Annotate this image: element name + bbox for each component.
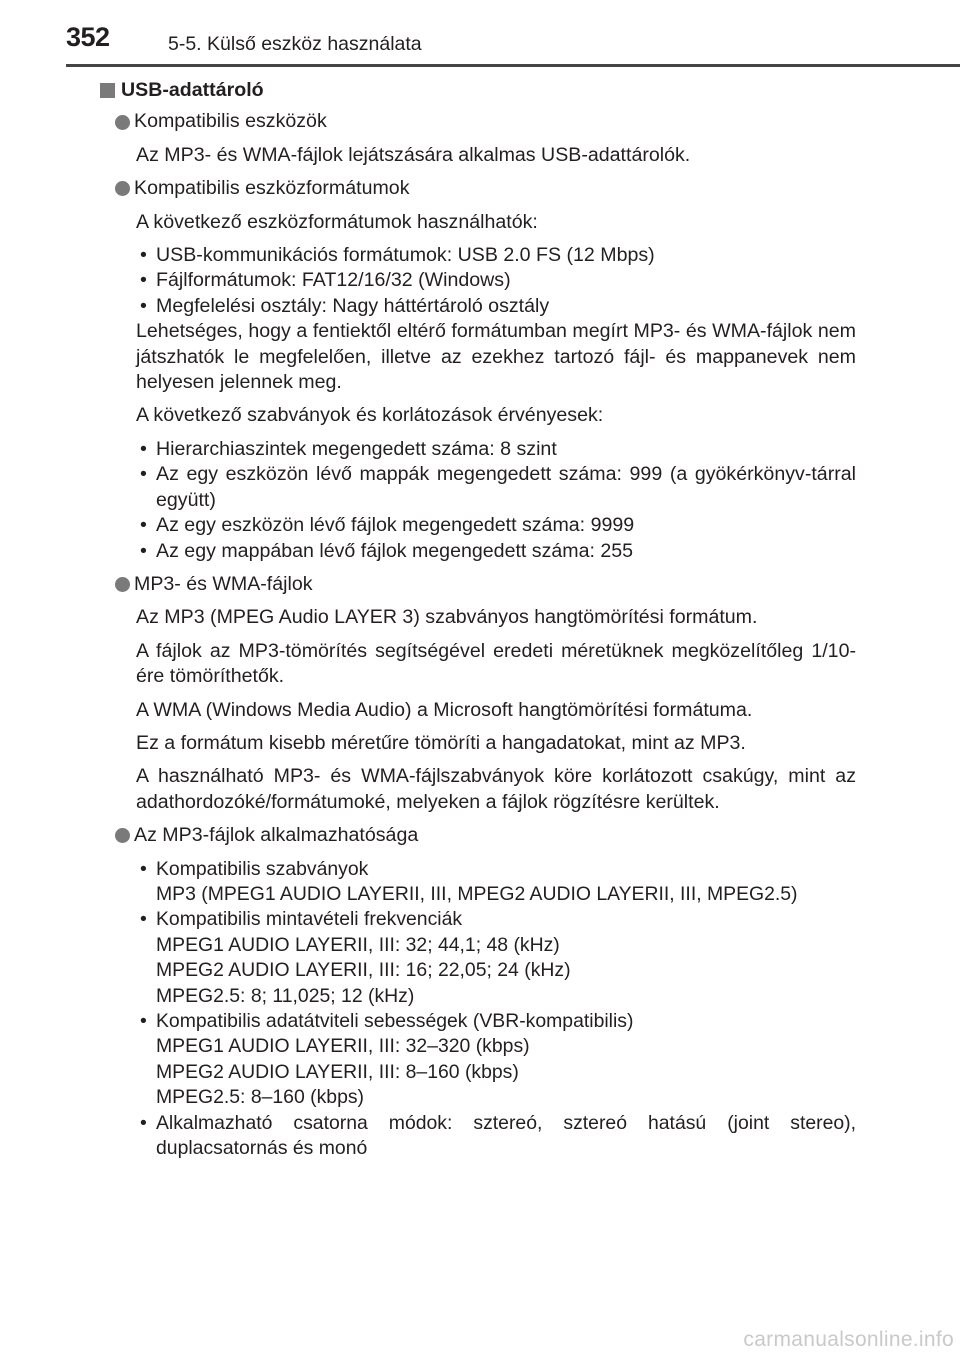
applicability-list xyxy=(136,857,856,1162)
paragraph: Az MP3- és WMA-fájlok lejátszására alkalmas USB-adattárolók. xyxy=(136,143,691,166)
paragraph: Lehetséges, hogy a fentiektől eltérő formátumban megírt MP3- és WMA-fájlok nem játszhatók le megfelelően, illetve az ezekhez tartozó fájl- és mappanevek nem helyesen jelennek meg. xyxy=(136,320,856,394)
list-item xyxy=(136,857,856,908)
paragraph: Ez a formátum kisebb méretűre tömöríti a hangadatokat, mint az MP3. xyxy=(136,731,746,754)
limits-list xyxy=(136,437,856,564)
list-item xyxy=(136,513,856,538)
list-item-text: Fájlformátumok: FAT12/16/32 (Windows) xyxy=(156,269,511,292)
header-section-title: 5-5. Külső eszköz használata xyxy=(168,33,422,55)
subheading-mp3-wma xyxy=(115,572,856,597)
bullet-dot-icon: • xyxy=(140,857,147,880)
bullet-dot-icon: • xyxy=(140,514,147,537)
paragraph: A következő szabványok és korlátozások érvényesek: xyxy=(136,404,604,427)
list-item-label: Kompatibilis adatátviteli sebességek (VBR-kompatibilis) xyxy=(156,1010,634,1032)
bullet-dot-icon: • xyxy=(140,269,147,292)
subheading-label: Az MP3-fájlok alkalmazhatósága xyxy=(134,824,419,847)
subheading-compat-formats xyxy=(115,176,856,201)
list-item-detail: MPEG2 AUDIO LAYERII, III: 8–160 (kbps) xyxy=(156,1060,519,1083)
bullet-dot-icon: • xyxy=(140,1111,147,1134)
list-item-detail: MPEG2.5: 8; 11,025; 12 (kHz) xyxy=(156,984,415,1007)
subheading-mp3-applicability xyxy=(115,823,856,848)
list-item-label: Alkalmazható csatorna módok: sztereó, sztereó hatású (joint stereo), duplacsatornás és monó xyxy=(156,1111,856,1160)
list-item-detail: MPEG1 AUDIO LAYERII, III: 32–320 (kbps) xyxy=(156,1035,530,1058)
list-item xyxy=(136,268,856,293)
list-item-text: USB-kommunikációs formátumok: USB 2.0 FS (12 Mbps) xyxy=(156,244,655,267)
bullet-dot-icon: • xyxy=(140,463,147,486)
list-item-text: Hierarchiaszintek megengedett száma: 8 szint xyxy=(156,437,557,460)
list-item-text: Az egy eszközön lévő mappák megengedett száma: 999 (a gyökérkönyv-tárral együtt) xyxy=(156,463,856,511)
bullet-dot-icon: • xyxy=(140,539,147,562)
header-rule xyxy=(66,64,960,67)
circle-bullet-icon xyxy=(115,181,130,196)
list-item xyxy=(136,243,856,268)
list-item-label: Kompatibilis szabványok xyxy=(156,857,369,880)
subheading-compat-devices xyxy=(115,109,856,134)
paragraph: A következő eszközformátumok használhatók: xyxy=(136,210,538,233)
list-item-detail: MPEG2 AUDIO LAYERII, III: 16; 22,05; 24 (kHz) xyxy=(156,959,571,982)
section-heading xyxy=(96,78,856,103)
watermark: carmanualsonline.info xyxy=(743,1328,954,1351)
bullet-dot-icon: • xyxy=(140,294,147,317)
bullet-dot-icon: • xyxy=(140,244,147,267)
square-bullet-icon xyxy=(100,83,115,98)
paragraph: A fájlok az MP3-tömörítés segítségével eredeti méretüknek megközelítőleg 1/10-ére tömöríthetők. xyxy=(136,639,856,688)
list-item xyxy=(136,1009,856,1111)
list-item xyxy=(136,907,856,1009)
paragraph: Az MP3 (MPEG Audio LAYER 3) szabványos hangtömörítési formátum. xyxy=(136,606,758,629)
bullet-dot-icon: • xyxy=(140,437,147,460)
format-list xyxy=(136,243,856,319)
list-item xyxy=(136,294,856,319)
list-item-text: Az egy eszközön lévő fájlok megengedett száma: 9999 xyxy=(156,514,635,537)
list-item-label: Kompatibilis mintavételi frekvenciák xyxy=(156,908,463,931)
list-item xyxy=(136,437,856,462)
page-content xyxy=(96,78,856,1169)
subheading-label: Kompatibilis eszközök xyxy=(134,110,327,133)
circle-bullet-icon xyxy=(115,577,130,592)
list-item xyxy=(136,1111,856,1162)
bullet-dot-icon: • xyxy=(140,908,147,931)
list-item-text: Megfelelési osztály: Nagy háttértároló osztály xyxy=(156,294,550,317)
bullet-dot-icon: • xyxy=(140,1010,147,1032)
subheading-label: MP3- és WMA-fájlok xyxy=(134,572,313,595)
list-item-text: Az egy mappában lévő fájlok megengedett száma: 255 xyxy=(156,539,634,562)
list-item-detail: MPEG2.5: 8–160 (kbps) xyxy=(156,1086,365,1109)
paragraph: A használható MP3- és WMA-fájlszabványok köre korlátozott csakúgy, mint az adathordozóké/formátumoké, melyeken a fájlok rögzítésre kerültek. xyxy=(136,765,856,813)
circle-bullet-icon xyxy=(115,115,130,130)
list-item-detail: MP3 (MPEG1 AUDIO LAYERII, III, MPEG2 AUDIO LAYERII, III, MPEG2.5) xyxy=(156,882,798,905)
paragraph: A WMA (Windows Media Audio) a Microsoft hangtömörítési formátuma. xyxy=(136,698,753,721)
section-heading-label: USB-adattároló xyxy=(121,79,264,101)
list-item xyxy=(136,539,856,564)
list-item xyxy=(136,462,856,513)
circle-bullet-icon xyxy=(115,828,130,843)
page-number: 352 xyxy=(66,22,110,52)
subheading-label: Kompatibilis eszközformátumok xyxy=(134,177,410,200)
list-item-detail: MPEG1 AUDIO LAYERII, III: 32; 44,1; 48 (kHz) xyxy=(156,933,560,956)
